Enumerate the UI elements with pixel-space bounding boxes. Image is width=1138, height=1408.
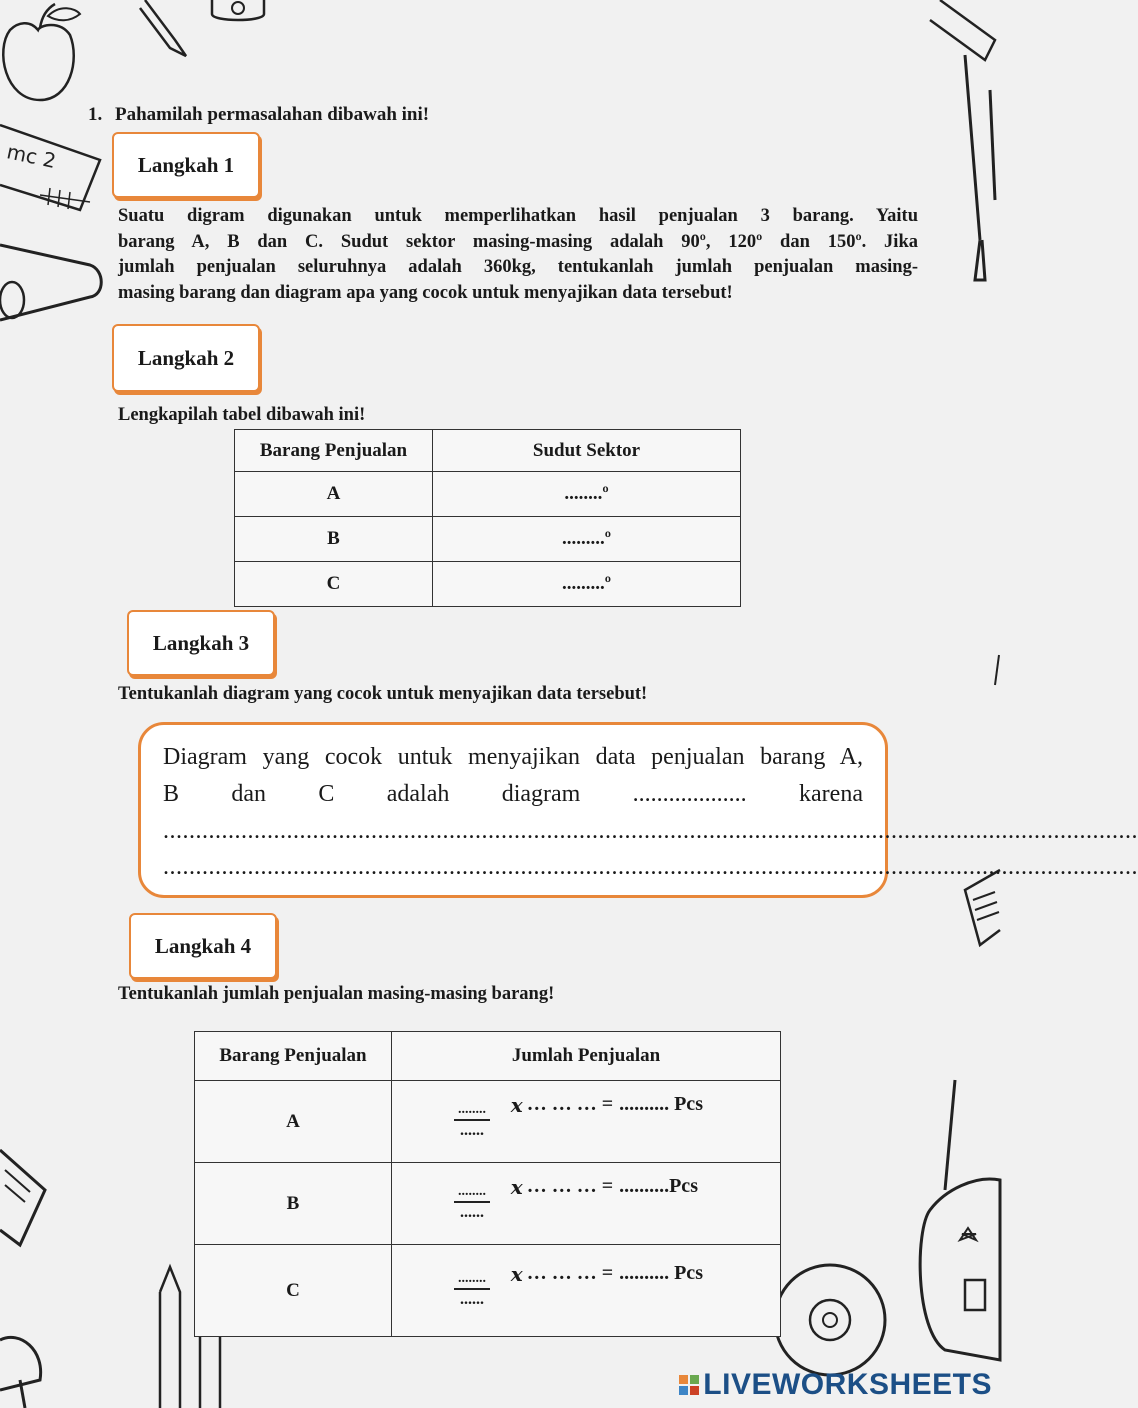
scroll-doodle-icon: [0, 225, 110, 325]
ruler-formula-doodle-icon: [0, 120, 110, 220]
table-header: Barang Penjualan: [235, 430, 433, 472]
question-number: 1.: [88, 104, 103, 125]
logo-text: LIVEWORKSHEETS: [703, 1368, 992, 1401]
item-cell: A: [235, 472, 433, 517]
step-2-label: Langkah 2: [112, 324, 260, 392]
table-header: Barang Penjualan: [195, 1032, 392, 1081]
answer-line-1: Diagram yang cocok untuk menyajikan data penjualan barang A,: [163, 744, 863, 770]
sales-amount-table: [194, 1031, 781, 1337]
problem-paragraph: [118, 204, 918, 306]
numerator-blank-input[interactable]: ........: [454, 1103, 490, 1121]
result-blank-input[interactable]: .......... Pcs: [619, 1093, 703, 1116]
formula-text: mc 2: [4, 139, 59, 174]
answer-word: adalah: [386, 781, 450, 807]
sector-angle-table: [234, 429, 741, 607]
table-header-row: [195, 1032, 781, 1081]
apple-doodle-icon: [0, 0, 90, 110]
question-title: [88, 104, 429, 126]
fraction: [454, 1272, 490, 1310]
answer-word: B: [163, 781, 180, 807]
question-text: Pahamilah permasalahan dibawah ini!: [115, 104, 430, 125]
fraction: [454, 1185, 490, 1223]
answer-line-2: [163, 776, 863, 813]
step-4-instruction: Tentukanlah jumlah penjualan masing-masing barang!: [118, 984, 555, 1004]
answer-word: diagram: [501, 781, 581, 807]
item-cell: C: [235, 562, 433, 607]
answer-word: karena: [799, 781, 863, 807]
problem-line-1: Suatu digram digunakan untuk memperlihatkan hasil penjualan 3 barang. Yaitu: [118, 206, 918, 226]
lamp-doodle-icon: [0, 1320, 70, 1408]
answer-word: dan: [231, 781, 267, 807]
book-doodle-icon: [0, 1140, 60, 1250]
item-cell: C: [195, 1245, 392, 1337]
step-1-label: Langkah 1: [112, 132, 260, 198]
diagram-type-blank-input[interactable]: ...................: [632, 781, 747, 807]
multiplier-blank-input[interactable]: … … … =: [526, 1175, 614, 1198]
formula: [511, 1175, 698, 1199]
angle-blank-input[interactable]: .........º: [433, 562, 741, 607]
pencil-doodle-icon: [140, 0, 200, 60]
problem-line-3: jumlah penjualan seluruhnya adalah 360kg, tentukanlah jumlah penjualan masing-: [118, 257, 918, 277]
step-3-label: Langkah 3: [127, 610, 275, 676]
backpack-doodle-icon: [915, 1080, 1000, 1370]
calculator-doodle-icon: [955, 870, 1000, 950]
diagram-answer-box: [138, 722, 1138, 898]
cd-doodle-icon: [760, 1255, 900, 1375]
item-cell: A: [195, 1081, 392, 1163]
table-row: [195, 1081, 781, 1163]
times-symbol: x: [510, 1261, 523, 1286]
formula-cell: [392, 1081, 781, 1163]
result-blank-input[interactable]: .......... Pcs: [619, 1262, 703, 1285]
step-2-instruction: Lengkapilah tabel dibawah ini!: [118, 405, 366, 425]
numerator-blank-input[interactable]: ........: [454, 1272, 490, 1290]
problem-line-4: masing barang dan diagram apa yang cocok untuk menyajikan data tersebut!: [118, 282, 733, 303]
telescope-doodle-icon: [920, 0, 1000, 290]
reason-blank-input-1[interactable]: ......................................................................................................................................................: [163, 818, 1138, 844]
reason-blank-input-2[interactable]: ......................................................................................................................................................: [163, 854, 1138, 880]
logo-squares-icon: [679, 1375, 699, 1395]
table-row: [235, 562, 741, 607]
fraction: [454, 1103, 490, 1141]
result-blank-input[interactable]: ..........Pcs: [619, 1175, 698, 1198]
table-row: [195, 1245, 781, 1337]
formula: [511, 1262, 703, 1286]
table-header-row: [235, 430, 741, 472]
denominator-blank-input[interactable]: ......: [460, 1121, 484, 1139]
table-header: Jumlah Penjualan: [392, 1032, 781, 1081]
answer-word: C: [318, 781, 335, 807]
problem-line-2: barang A, B dan C. Sudut sektor masing-masing adalah 90º, 120º dan 150º. Jika: [118, 231, 918, 252]
table-row: [235, 472, 741, 517]
times-symbol: x: [510, 1174, 523, 1199]
table-header: Sudut Sektor: [433, 430, 741, 472]
sharpener-doodle-icon: [208, 0, 268, 24]
mark-doodle-icon: [994, 655, 1000, 685]
formula-cell: [392, 1245, 781, 1337]
angle-blank-input[interactable]: ........º: [433, 472, 741, 517]
denominator-blank-input[interactable]: ......: [460, 1290, 484, 1308]
liveworksheets-logo[interactable]: [679, 1368, 992, 1402]
multiplier-blank-input[interactable]: … … … =: [526, 1262, 614, 1285]
step-4-label: Langkah 4: [129, 913, 277, 979]
formula-cell: [392, 1163, 781, 1245]
item-cell: B: [195, 1163, 392, 1245]
table-row: [235, 517, 741, 562]
step-3-instruction: Tentukanlah diagram yang cocok untuk menyajikan data tersebut!: [118, 684, 648, 704]
formula: [511, 1093, 703, 1117]
table-row: [195, 1163, 781, 1245]
numerator-blank-input[interactable]: ........: [454, 1185, 490, 1203]
multiplier-blank-input[interactable]: … … … =: [526, 1093, 614, 1116]
item-cell: B: [235, 517, 433, 562]
angle-blank-input[interactable]: .........º: [433, 517, 741, 562]
times-symbol: x: [510, 1092, 523, 1117]
denominator-blank-input[interactable]: ......: [460, 1203, 484, 1221]
